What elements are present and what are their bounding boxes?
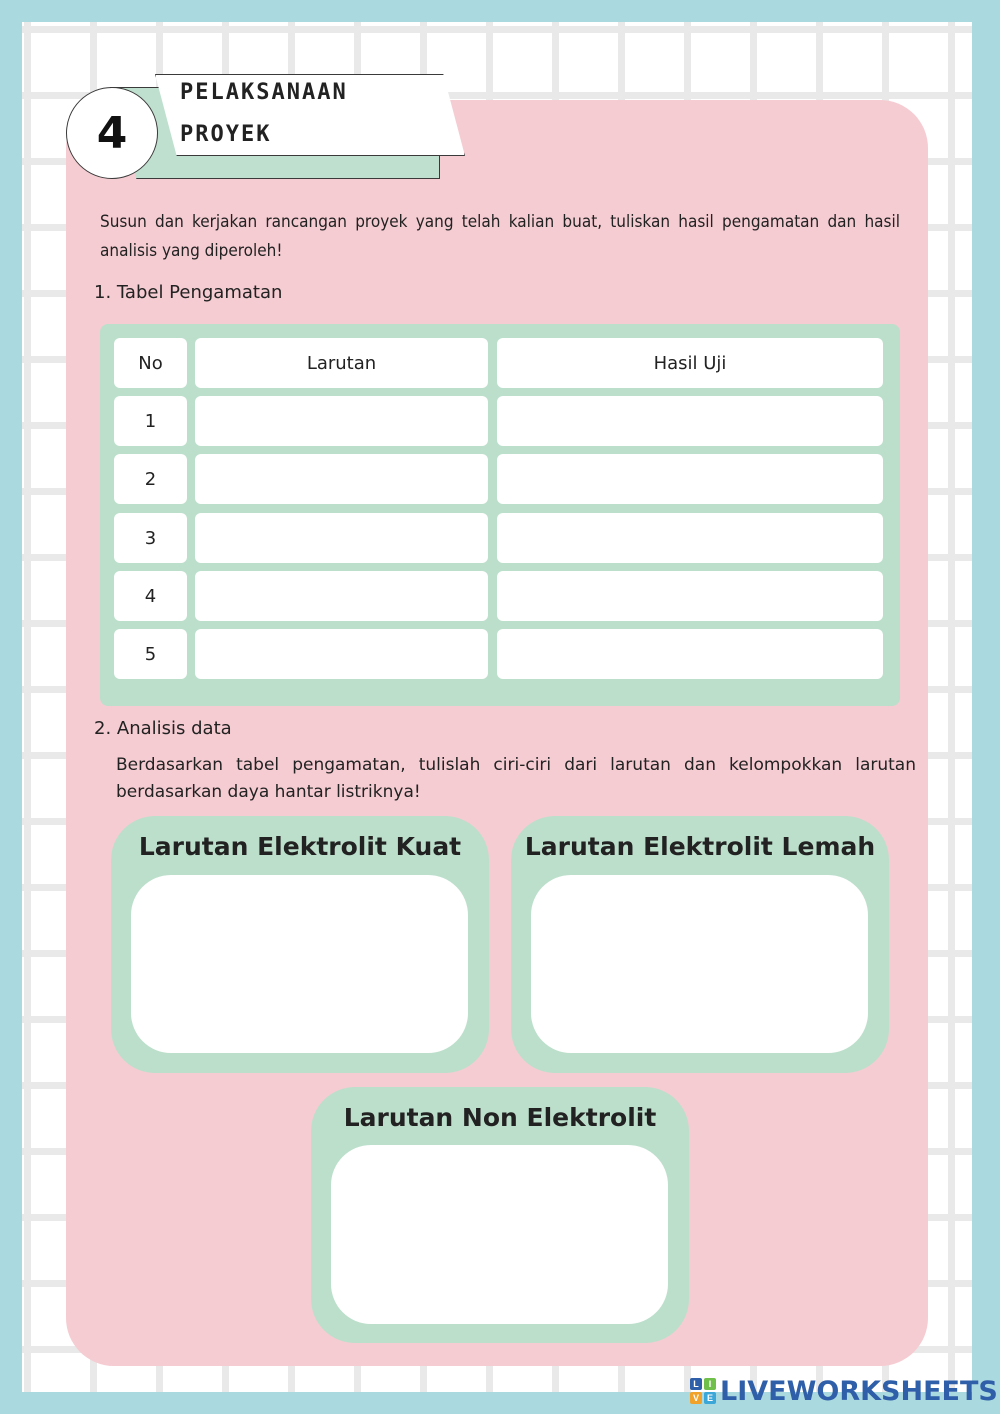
table-row-number: 5 — [114, 629, 187, 679]
table-header-hasil-uji: Hasil Uji — [497, 338, 883, 388]
observation-table — [100, 324, 900, 706]
larutan-input-1[interactable] — [195, 396, 488, 446]
section-title-line1: PELAKSANAAN — [180, 80, 348, 105]
weak-electrolyte-title: Larutan Elektrolit Lemah — [524, 832, 876, 861]
table-header-no: No — [114, 338, 187, 388]
hasil-uji-input-1[interactable] — [497, 396, 883, 446]
hasil-uji-input-4[interactable] — [497, 571, 883, 621]
non-electrolyte-answer[interactable] — [331, 1145, 668, 1324]
weak-electrolyte-answer[interactable] — [531, 875, 868, 1053]
analysis-instructions: Berdasarkan tabel pengamatan, tulislah ciri-ciri dari larutan dan kelompokkan larutan berdasarkan daya hantar listriknya! — [116, 755, 916, 802]
liveworksheets-brand — [690, 1374, 998, 1408]
section-title-line2: PROYEK — [180, 122, 272, 147]
hasil-uji-input-2[interactable] — [497, 454, 883, 504]
table-row-number: 3 — [114, 513, 187, 563]
intro-instructions: Susun dan kerjakan rancangan proyek yang telah kalian buat, tuliskan hasil pengamatan dan hasil analisis yang diperoleh! — [100, 212, 900, 261]
hasil-uji-input-5[interactable] — [497, 629, 883, 679]
strong-electrolyte-title: Larutan Elektrolit Kuat — [138, 832, 462, 861]
larutan-input-4[interactable] — [195, 571, 488, 621]
non-electrolyte-title: Larutan Non Elektrolit — [343, 1103, 657, 1132]
table-row-number: 4 — [114, 571, 187, 621]
hasil-uji-input-3[interactable] — [497, 513, 883, 563]
larutan-input-3[interactable] — [195, 513, 488, 563]
table-row-number: 2 — [114, 454, 187, 504]
liveworksheets-logo-icon: L I V E — [690, 1378, 716, 1404]
table-header-larutan: Larutan — [195, 338, 488, 388]
liveworksheets-wordmark: LIVEWORKSHEETS — [720, 1375, 998, 1407]
larutan-input-5[interactable] — [195, 629, 488, 679]
larutan-input-2[interactable] — [195, 454, 488, 504]
non-electrolyte-box — [311, 1087, 689, 1343]
analysis-title: 2. Analisis data — [94, 718, 232, 739]
table-row-number: 1 — [114, 396, 187, 446]
section-number-badge: 4 — [66, 87, 158, 179]
observation-table-title: 1. Tabel Pengamatan — [94, 282, 283, 303]
weak-electrolyte-box — [511, 816, 889, 1073]
strong-electrolyte-box — [111, 816, 489, 1073]
strong-electrolyte-answer[interactable] — [131, 875, 468, 1053]
